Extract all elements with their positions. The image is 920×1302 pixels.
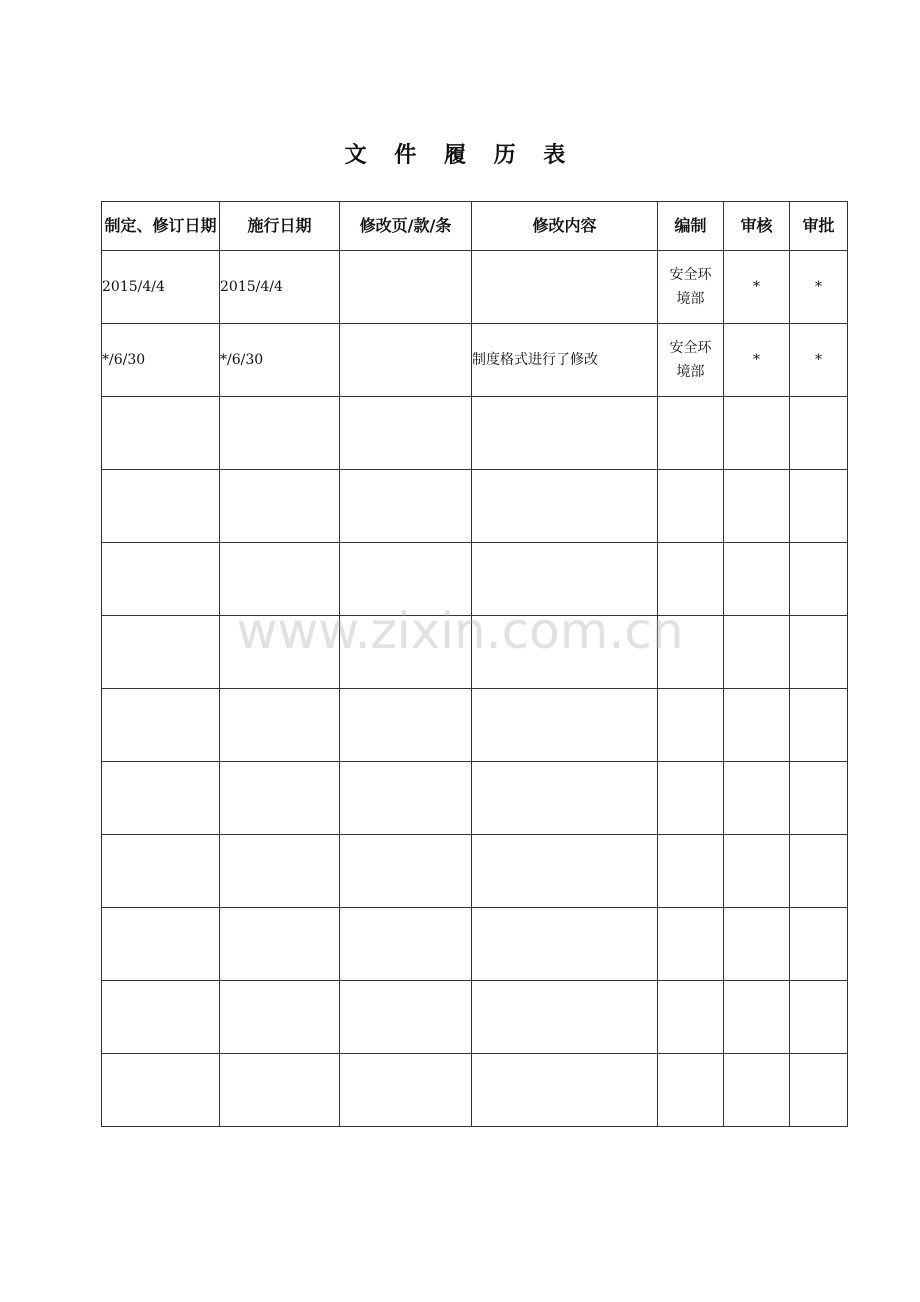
table-cell: 制度格式进行了修改 — [472, 324, 658, 397]
table-row — [102, 543, 848, 616]
table-cell: 安全环境部 — [658, 251, 724, 324]
table-row — [102, 470, 848, 543]
table-cell — [220, 689, 340, 762]
table-body — [102, 251, 848, 1127]
table-cell — [340, 251, 472, 324]
table-cell — [340, 689, 472, 762]
watermark: www.zixin.com.cn — [236, 602, 684, 660]
table-cell: */6/30 — [102, 324, 220, 397]
table-cell — [220, 981, 340, 1054]
table-cell — [658, 981, 724, 1054]
table-cell — [658, 543, 724, 616]
table-cell — [724, 543, 790, 616]
column-header: 施行日期 — [220, 202, 340, 251]
table-cell — [340, 470, 472, 543]
table-cell — [472, 762, 658, 835]
column-header: 修改内容 — [472, 202, 658, 251]
table-cell — [790, 1054, 848, 1127]
table-cell — [220, 543, 340, 616]
table-cell — [472, 543, 658, 616]
table-cell: 2015/4/4 — [220, 251, 340, 324]
table-cell — [102, 689, 220, 762]
column-header: 编制 — [658, 202, 724, 251]
table-cell — [790, 835, 848, 908]
column-header: 审核 — [724, 202, 790, 251]
table-cell — [472, 689, 658, 762]
table-cell — [102, 762, 220, 835]
table-row — [102, 689, 848, 762]
column-header: 审批 — [790, 202, 848, 251]
table-cell: * — [724, 251, 790, 324]
column-header: 修改页/款/条 — [340, 202, 472, 251]
table-cell — [724, 835, 790, 908]
table-row — [102, 762, 848, 835]
table-cell — [790, 689, 848, 762]
table-cell: * — [790, 251, 848, 324]
table-cell — [340, 543, 472, 616]
table-cell — [220, 835, 340, 908]
table-row — [102, 835, 848, 908]
table-cell — [472, 397, 658, 470]
table-cell: * — [790, 324, 848, 397]
table-cell — [472, 616, 658, 689]
table-cell — [220, 908, 340, 981]
table-row — [102, 908, 848, 981]
table-cell — [102, 470, 220, 543]
table-cell — [724, 470, 790, 543]
table-cell — [220, 397, 340, 470]
table-cell — [472, 908, 658, 981]
table-cell — [724, 397, 790, 470]
table-cell — [472, 1054, 658, 1127]
table-cell: 安全环境部 — [658, 324, 724, 397]
table-cell — [340, 981, 472, 1054]
table-row — [102, 616, 848, 689]
table-cell — [724, 1054, 790, 1127]
table-cell — [102, 543, 220, 616]
table-cell — [340, 1054, 472, 1127]
table-cell — [102, 908, 220, 981]
table-cell — [658, 689, 724, 762]
table-cell — [790, 543, 848, 616]
table-cell — [220, 762, 340, 835]
table-cell — [658, 616, 724, 689]
table-cell — [340, 616, 472, 689]
table-cell — [790, 908, 848, 981]
table-row — [102, 1054, 848, 1127]
table-cell — [220, 470, 340, 543]
table-cell — [658, 762, 724, 835]
table-cell — [220, 616, 340, 689]
table-cell — [340, 397, 472, 470]
table-header-row — [102, 202, 848, 251]
column-header: 制定、修订日期 — [102, 202, 220, 251]
table-cell — [658, 908, 724, 981]
table-cell — [102, 981, 220, 1054]
table-cell — [658, 470, 724, 543]
table-cell — [472, 835, 658, 908]
table-cell — [340, 762, 472, 835]
table-cell — [790, 470, 848, 543]
table-cell — [658, 1054, 724, 1127]
table-cell — [658, 397, 724, 470]
table-row — [102, 397, 848, 470]
table-cell — [102, 835, 220, 908]
table-cell — [790, 762, 848, 835]
document-title: 文 件 履 历 表 — [344, 143, 576, 168]
table-row — [102, 324, 848, 397]
table-cell — [102, 1054, 220, 1127]
table-cell — [724, 981, 790, 1054]
table-cell: 2015/4/4 — [102, 251, 220, 324]
table-cell — [220, 1054, 340, 1127]
table-cell — [340, 908, 472, 981]
table-cell — [724, 762, 790, 835]
revision-history-table — [101, 201, 848, 1127]
table-cell — [790, 397, 848, 470]
table-cell: * — [724, 324, 790, 397]
table-cell — [472, 470, 658, 543]
table-cell — [102, 616, 220, 689]
table-cell: */6/30 — [220, 324, 340, 397]
table-row — [102, 981, 848, 1054]
table-cell — [790, 616, 848, 689]
table-cell — [472, 981, 658, 1054]
table-cell — [340, 324, 472, 397]
table-cell — [102, 397, 220, 470]
table-cell — [472, 251, 658, 324]
table-row — [102, 251, 848, 324]
table-cell — [724, 689, 790, 762]
table-cell — [658, 835, 724, 908]
table-cell — [340, 835, 472, 908]
table-cell — [724, 908, 790, 981]
table-cell — [724, 616, 790, 689]
table-cell — [790, 981, 848, 1054]
